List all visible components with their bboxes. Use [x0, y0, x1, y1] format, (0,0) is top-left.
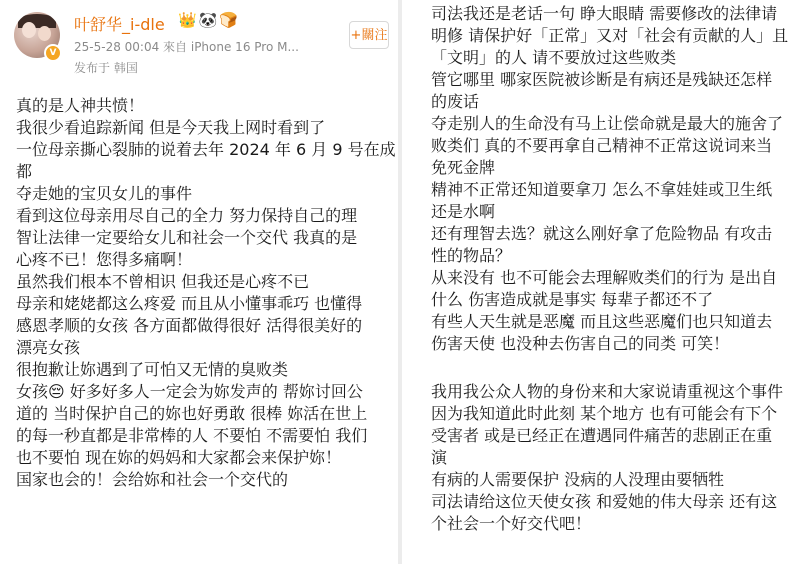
text-line: 受害者 或是已经正在遭遇同件痛苦的悲剧正在重 [431, 426, 773, 445]
text-line: 都 [16, 162, 33, 181]
text-line: 性的物品？ [431, 246, 512, 265]
avatar-face [22, 22, 36, 38]
text-line: 明修 请保护好「正常」又对「社会有贡献的人」且 [431, 26, 789, 45]
text-line: 母亲和姥姥都这么疼爱 而且从小懂事乖巧 也懂得 [16, 294, 363, 313]
post-body [16, 95, 394, 491]
post-header [0, 0, 398, 88]
text-line: 虽然我们根本不曾相识 但我还是心疼不已 [16, 272, 310, 291]
text-line: 从来没有 也不可能会去理解败类们的行为 是出自 [431, 268, 778, 287]
text-line: 真的是人神共愤！ [16, 96, 145, 115]
text-line: 司法我还是老话一句 睁大眼睛 需要修改的法律请 [431, 4, 778, 23]
text-line: 有病的人需要保护 没病的人没理由要牺牲 [431, 470, 725, 489]
paragraph-2 [431, 381, 797, 535]
text-line: 精神不正常还知道要拿刀 怎么不拿娃娃或卫生纸 [431, 180, 773, 199]
paragraph-1 [431, 3, 797, 355]
text-line: 伤害天使 也没种去伤害自己的同类 可笑！ [431, 334, 730, 353]
text-line: 的废话 [431, 92, 480, 111]
text-line: 「文明」的人 请不要放过这些败类 [431, 48, 677, 67]
post-body-continued [431, 3, 797, 535]
text-line: 免死金牌 [431, 158, 496, 177]
follow-button[interactable]: +關注 [349, 21, 389, 49]
text-line: 什么 伤害造成就是事实 每辈子都还不了 [431, 290, 714, 309]
text-line: 漂亮女孩 [16, 338, 81, 357]
paragraph-gap [431, 355, 797, 381]
text-line: 女孩😔 好多好多人一定会为妳发声的 帮妳讨回公 [16, 382, 363, 401]
text-line: 智让法律一定要给女儿和社会一个交代 我真的是 [16, 228, 358, 247]
text-line: 看到这位母亲用尽自己的全力 努力保持自己的理 [16, 206, 358, 225]
text-line: 我用我公众人物的身份来和大家说请重视这个事件 [431, 382, 784, 401]
text-line: 管它哪里 哪家医院被诊断是有病还是残缺还怎样 [431, 70, 773, 89]
text-line: 因为我知道此时此刻 某个地方 也有可能会有下个 [431, 404, 778, 423]
post-meta: 25-5-28 00:04 來自 iPhone 16 Pro M... [74, 40, 299, 54]
post-location: 发布于 韩国 [74, 61, 138, 75]
text-line: 败类们 真的不要再拿自己精神不正常这说词来当 [431, 136, 773, 155]
text-line: 有些人天生就是恶魔 而且这些恶魔们也只知道去 [431, 312, 773, 331]
text-line: 个社会一个好交代吧！ [431, 514, 592, 533]
text-line: 感恩孝顺的女孩 各方面都做得很好 活得很美好的 [16, 316, 363, 335]
text-line: 一位母亲撕心裂肺的说着去年 2024 年 6 月 9 号在成 [16, 140, 396, 159]
avatar-face [38, 26, 51, 41]
text-line: 还是水啊 [431, 202, 496, 221]
text-line: 道的 当时保护自己的妳也好勇敢 很棒 妳活在世上 [16, 404, 368, 423]
post-right-panel [402, 0, 800, 564]
text-line: 很抱歉让妳遇到了可怕又无情的臭败类 [16, 360, 289, 379]
post-left-panel [0, 0, 398, 564]
username[interactable]: 叶舒华_i-dle [74, 15, 165, 34]
verified-badge-icon: V [44, 44, 62, 62]
text-line: 我很少看追踪新闻 但是今天我上网时看到了 [16, 118, 326, 137]
text-line: 演 [431, 448, 448, 467]
text-line: 国家也会的！会给妳和社会一个交代的 [16, 470, 289, 489]
text-line: 夺走她的宝贝女儿的事件 [16, 184, 193, 203]
text-line: 也不要怕 现在妳的妈妈和大家都会来保护妳！ [16, 448, 342, 467]
text-line: 还有理智去选？就这么刚好拿了危险物品 有攻击 [431, 224, 773, 243]
user-badges: 👑🐼🍞 [178, 11, 241, 29]
text-line: 的每一秒直都是非常棒的人 不要怕 不需要怕 我们 [16, 426, 368, 445]
text-line: 司法请给这位天使女孩 和爱她的伟大母亲 还有这 [431, 492, 778, 511]
text-line: 夺走别人的生命没有马上让偿命就是最大的施舍了 [431, 114, 784, 133]
text-line: 心疼不已！您得多痛啊！ [16, 250, 193, 269]
